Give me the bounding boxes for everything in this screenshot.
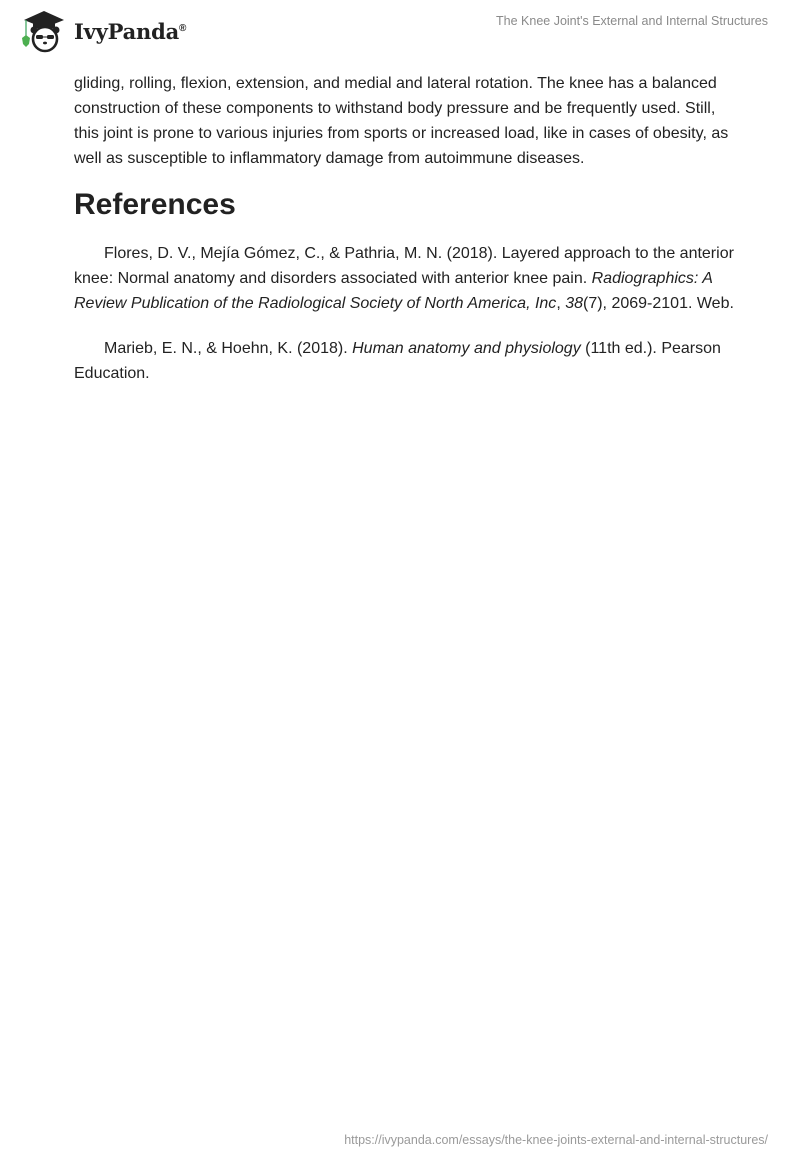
body-paragraph: gliding, rolling, flexion, extension, and medial and lateral rotation. The knee has a balanced construction of these components to withstand body pressure and be frequently used. Still, this joint is prone to various injuries from sports or increased load, like in cases of obesity, as well as susceptible to inflammatory damage from autoimmune diseases. bbox=[74, 75, 729, 167]
source-url[interactable]: https://ivypanda.com/essays/the-knee-joints-external-and-internal-structures/ bbox=[344, 1133, 768, 1147]
page-header bbox=[0, 0, 800, 60]
ivypanda-logo[interactable] bbox=[16, 8, 186, 54]
document-title: The Knee Joint's External and Internal Structures bbox=[496, 14, 768, 28]
references-heading: References bbox=[74, 188, 236, 221]
panda-graduate-icon bbox=[16, 8, 70, 54]
reference-item: Marieb, E. N., & Hoehn, K. (2018). Human anatomy and physiology (11th ed.). Pearson Education. bbox=[74, 340, 721, 382]
logo-text: IvyPanda® bbox=[74, 18, 187, 44]
reference-item: Flores, D. V., Mejía Gómez, C., & Pathria, M. N. (2018). Layered approach to the anterior knee: Normal anatomy and disorders associated with anterior knee pain. Radiographics: A Review Publication of the Radiological Society of North America, Inc, 38(7), 2069-2101. Web. bbox=[74, 245, 734, 312]
document-body bbox=[74, 71, 734, 406]
